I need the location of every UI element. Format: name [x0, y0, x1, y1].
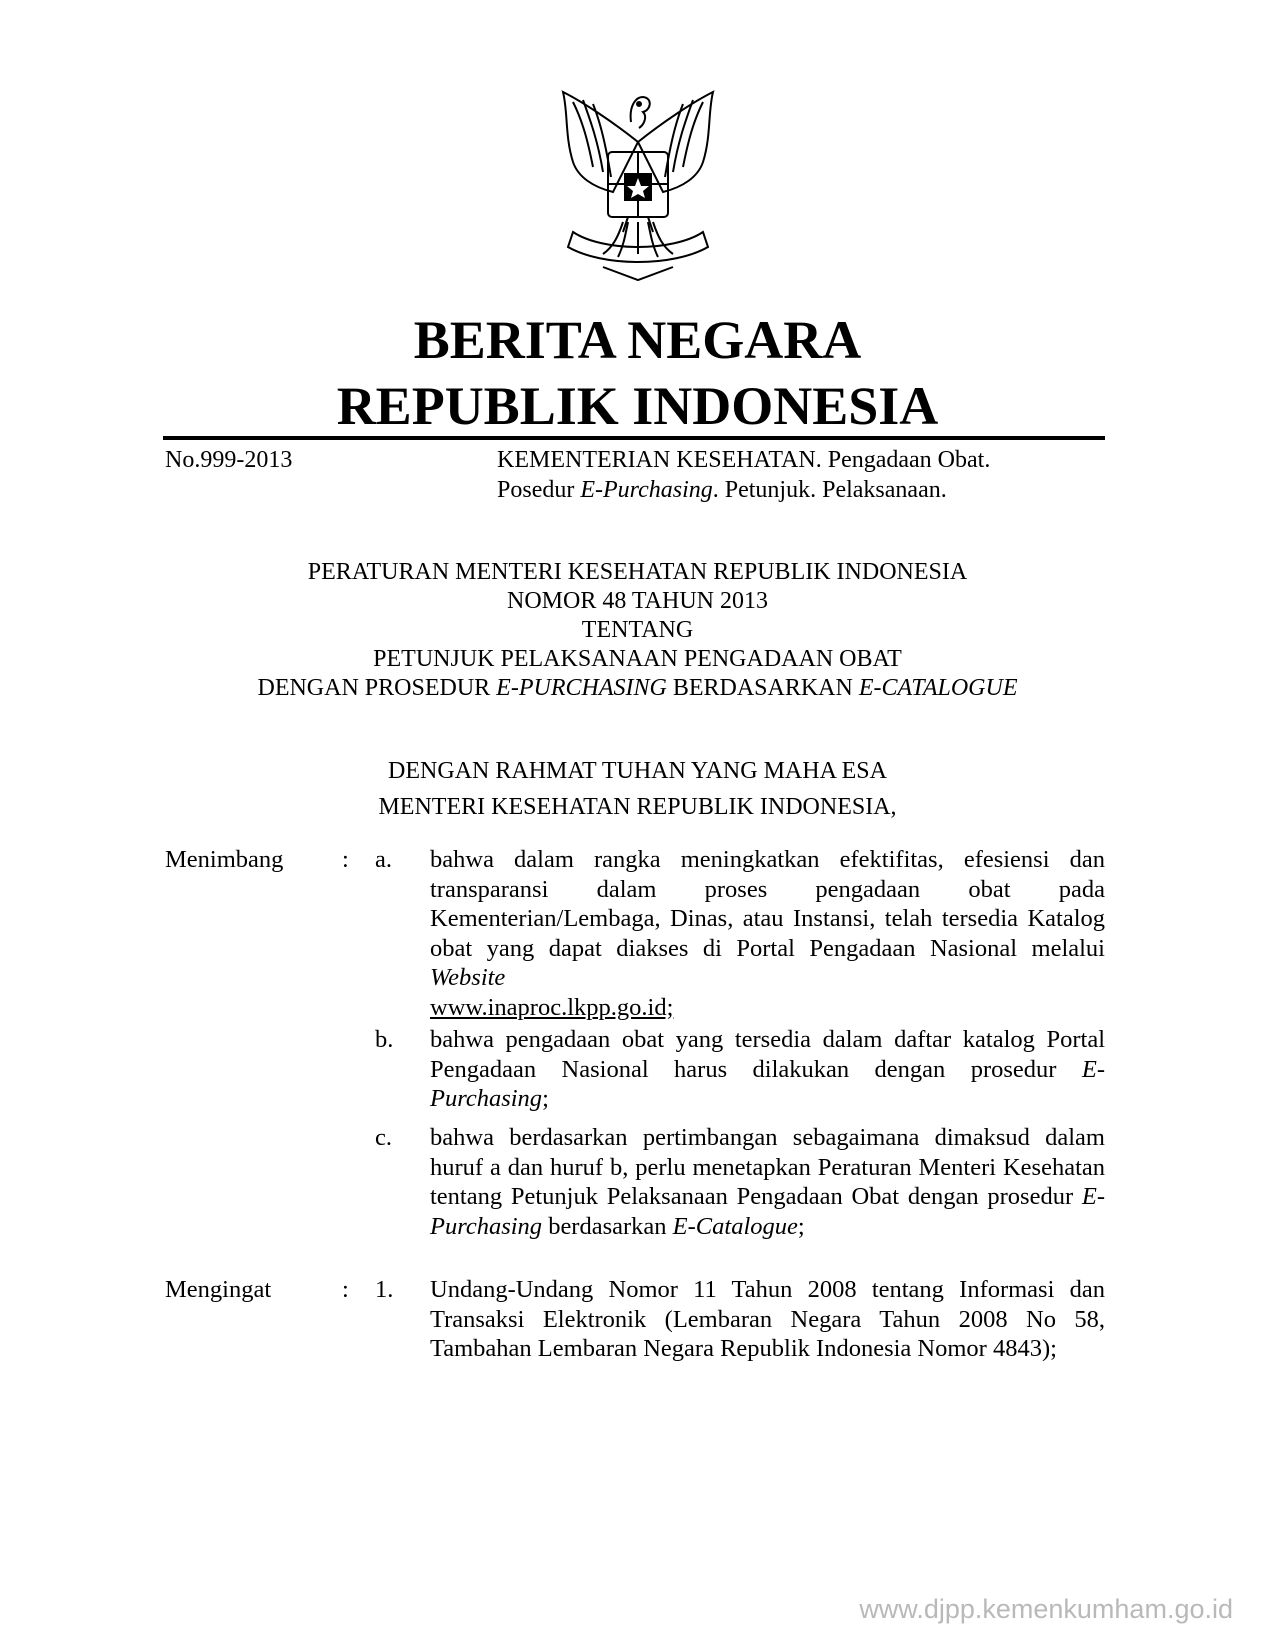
- menimbang-a-text: [430, 845, 1105, 1022]
- intro-line-1: DENGAN RAHMAT TUHAN YANG MAHA ESA: [388, 758, 887, 784]
- menimbang-b-post: ;: [542, 1085, 549, 1112]
- subject-line-2: [497, 475, 1105, 505]
- title-line-5-em1: E-PURCHASING: [496, 675, 667, 701]
- intro: [0, 753, 1275, 825]
- menimbang-a-marker: a.: [375, 846, 392, 873]
- title-line-4: PETUNJUK PELAKSANAAN PENGADAAN OBAT: [373, 646, 902, 672]
- menimbang-c-em2: E-Catalogue: [672, 1212, 798, 1240]
- mengingat-1-marker: 1.: [375, 1276, 394, 1303]
- mengingat-1-text: Undang-Undang Nomor 11 Tahun 2008 tentang Informasi dan Transaksi Elektronik (Lembaran Negara Tahun 2008 No 58, Tambahan Lembaran Negara Republik Indonesia Nomor 4843);: [430, 1276, 1105, 1362]
- menimbang-b-marker: b.: [375, 1026, 394, 1053]
- masthead-line-2: REPUBLIK INDONESIA: [336, 376, 939, 436]
- subject-line-2-em: E-Purchasing: [580, 477, 713, 503]
- inaproc-link[interactable]: www.inaproc.lkpp.go.id;: [430, 993, 674, 1021]
- menimbang-c-post: ;: [797, 1212, 805, 1240]
- title-line-3: TENTANG: [581, 617, 694, 643]
- menimbang-b-em: E-Purchasing: [430, 1055, 1105, 1112]
- mengingat-colon: :: [342, 1276, 349, 1303]
- menimbang-colon: :: [342, 846, 349, 873]
- title-line-5-pre: DENGAN PROSEDUR: [257, 675, 497, 701]
- title-line-5: [0, 674, 1275, 703]
- title-line-5-mid: BERDASARKAN: [666, 675, 859, 701]
- title-line-1: PERATURAN MENTERI KESEHATAN REPUBLIK INDONESIA: [307, 559, 968, 585]
- header-rule: [163, 436, 1105, 440]
- intro-line-2: MENTERI KESEHATAN REPUBLIK INDONESIA,: [378, 794, 897, 820]
- subject-line-1: KEMENTERIAN KESEHATAN. Pengadaan Obat.: [497, 447, 991, 473]
- watermark-url: www.djpp.kemenkumham.go.id: [859, 1594, 1233, 1624]
- menimbang-label: Menimbang: [165, 846, 284, 873]
- subject-line-2-pre: Posedur: [497, 477, 581, 503]
- menimbang-b-body: bahwa pengadaan obat yang tersedia dalam daftar katalog Portal Pengadaan Nasional harus dilakukan dengan prosedur: [430, 1026, 1105, 1083]
- masthead-line-1: BERITA NEGARA: [413, 310, 862, 370]
- regulation-title: [0, 558, 1275, 703]
- title-line-2: NOMOR 48 TAHUN 2013: [507, 588, 768, 614]
- menimbang-c-text: [430, 1123, 1105, 1241]
- mengingat-label: Mengingat: [165, 1276, 272, 1303]
- menimbang-b-text: [430, 1025, 1105, 1114]
- title-line-5-em2: E-CATALOGUE: [858, 675, 1018, 701]
- menimbang-c-em1: E- Purchasing: [430, 1183, 1105, 1240]
- menimbang-c-marker: c.: [375, 1124, 392, 1151]
- menimbang-c-mid: berdasarkan: [542, 1212, 673, 1240]
- menimbang-c-body: bahwa berdasarkan pertimbangan sebagaimana dimaksud dalam huruf a dan huruf b, perlu menetapkan Peraturan Menteri Kesehatan tentang Petunjuk Pelaksanaan Pengadaan Obat dengan prosedur: [430, 1124, 1105, 1210]
- menimbang-a-em: Website: [430, 964, 506, 991]
- subject-line-2-post: . Petunjuk. Pelaksanaan.: [712, 477, 947, 503]
- gazette-number: No.999-2013: [165, 447, 293, 473]
- gazette-subject: [497, 445, 1105, 505]
- menimbang-a-body: bahwa dalam rangka meningkatkan efektifitas, efesiensi dan transparansi dalam proses pengadaan obat pada Kementerian/Lembaga, Dinas, atau Instansi, telah tersedia Katalog obat yang dapat diakses di Portal Pengadaan Nasional melalui: [430, 846, 1105, 962]
- garuda-emblem-icon: [543, 82, 733, 282]
